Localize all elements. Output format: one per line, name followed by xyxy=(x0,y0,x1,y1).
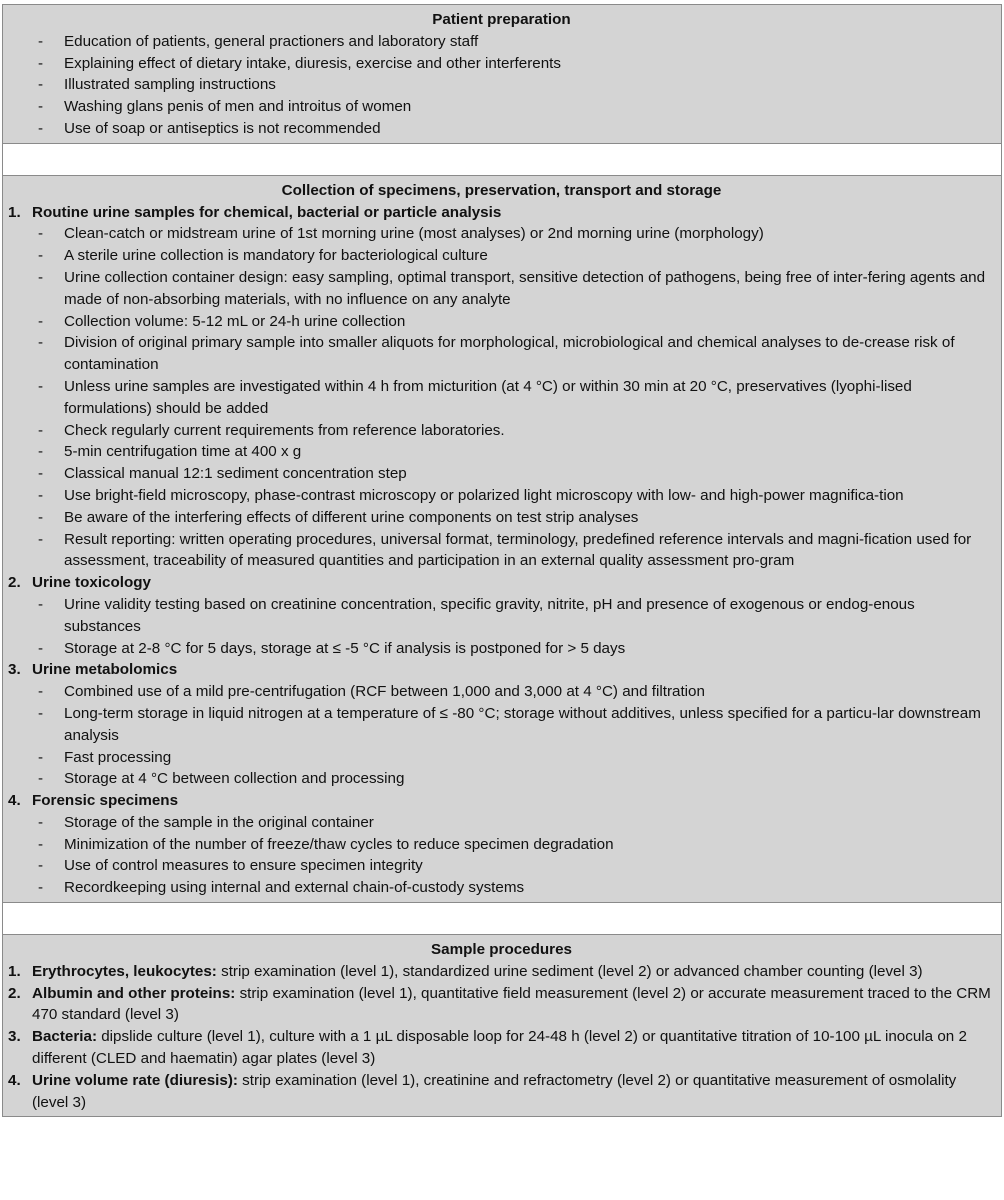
item-number: 3. xyxy=(8,661,21,679)
dash-bullet: - xyxy=(38,443,44,461)
list-item: - Be aware of the interfering effects of different urine components on test strip analyses xyxy=(32,507,995,529)
item-number: 2. xyxy=(8,574,21,592)
dash-bullet: - xyxy=(38,54,44,72)
spacer-row xyxy=(2,903,1002,934)
dash-bullet: - xyxy=(38,595,44,613)
numbered-item xyxy=(8,983,995,1027)
list-item: - Washing glans penis of men and introitus of women xyxy=(8,96,995,118)
item-text: strip examination (level 1), standardized urine sediment (level 2) or advanced chamber counting (level 3) xyxy=(216,962,923,980)
dash-bullet: - xyxy=(38,748,44,766)
dash-bullet: - xyxy=(38,465,44,483)
list-item: - Urine collection container design: easy sampling, optimal transport, sensitive detection of pathogens, being free of inter-fering agents and made of non-absorbing materials, with no influence on any analyte xyxy=(32,267,995,311)
list-item: - Unless urine samples are investigated within 4 h from micturition (at 4 °C) or within 30 min at 20 °C, preservatives (lyophi-lised formulations) should be added xyxy=(32,376,995,420)
numbered-item xyxy=(8,790,995,899)
list-item: - Illustrated sampling instructions xyxy=(8,74,995,96)
list-item: - Urine validity testing based on creatinine concentration, specific gravity, nitrite, pH and presence of exogenous or endog-enous substances xyxy=(32,594,995,638)
dash-bullet: - xyxy=(38,770,44,788)
dash-bullet: - xyxy=(38,857,44,875)
item-lead: Erythrocytes, leukocytes: xyxy=(32,962,217,980)
list-item: - Fast processing xyxy=(32,747,995,769)
list-item: - 5-min centrifugation time at 400 x g xyxy=(32,441,995,463)
item-number: 1. xyxy=(8,962,21,980)
dash-bullet: - xyxy=(38,508,44,526)
dash-bullet: - xyxy=(38,683,44,701)
dash-bullet: - xyxy=(38,98,44,116)
list-item: - Classical manual 12:1 sediment concentration step xyxy=(32,463,995,485)
dash-bullet: - xyxy=(38,835,44,853)
list-item: - Explaining effect of dietary intake, diuresis, exercise and other interferents xyxy=(8,53,995,75)
numbered-item xyxy=(8,659,995,790)
section-title: Sample procedures xyxy=(431,941,572,959)
dash-bullet: - xyxy=(38,312,44,330)
dash-bullet: - xyxy=(38,225,44,243)
dash-bullet: - xyxy=(38,813,44,831)
section-title: Collection of specimens, preservation, transport and storage xyxy=(281,181,722,199)
numbered-item xyxy=(8,202,995,573)
list-item: - Storage at 2-8 °C for 5 days, storage at ≤ -5 °C if analysis is postponed for > 5 days xyxy=(32,638,995,660)
dash-bullet: - xyxy=(38,704,44,722)
list-item: - Combined use of a mild pre-centrifugation (RCF between 1,000 and 3,000 at 4 °C) and filtration xyxy=(32,681,995,703)
item-heading: Urine toxicology xyxy=(32,574,151,592)
list-item: - Storage of the sample in the original container xyxy=(32,812,995,834)
dash-bullet: - xyxy=(38,76,44,94)
numbered-item xyxy=(8,1070,995,1114)
dash-bullet: - xyxy=(38,421,44,439)
item-heading: Forensic specimens xyxy=(32,792,179,810)
dash-bullet: - xyxy=(38,377,44,395)
list-item: - Use of soap or antiseptics is not recommended xyxy=(8,118,995,140)
numbered-item xyxy=(8,1026,995,1070)
dash-bullet: - xyxy=(38,268,44,286)
item-number: 3. xyxy=(8,1028,21,1046)
list-item: - Result reporting: written operating procedures, universal format, terminology, predefined reference intervals and magni-fication used for assessment, traceability of measured quantities and participation in an external quality assessment pro-gram xyxy=(32,529,995,573)
list-item: - Education of patients, general practioners and laboratory staff xyxy=(8,31,995,53)
patient-preparation-section xyxy=(2,4,1002,144)
item-lead: Albumin and other proteins: xyxy=(32,984,236,1002)
list-item: - Use bright-field microscopy, phase-contrast microscopy or polarized light microscopy with low- and high-power magnifica-tion xyxy=(32,485,995,507)
item-number: 4. xyxy=(8,1071,21,1089)
list-item: - Long-term storage in liquid nitrogen at a temperature of ≤ -80 °C; storage without additives, unless specified for a particu-lar downstream analysis xyxy=(32,703,995,747)
list-item: - A sterile urine collection is mandatory for bacteriological culture xyxy=(32,245,995,267)
dash-bullet: - xyxy=(38,32,44,50)
dash-bullet: - xyxy=(38,530,44,548)
item-number: 1. xyxy=(8,203,21,221)
list-item: - Recordkeeping using internal and external chain-of-custody systems xyxy=(32,877,995,899)
item-text: dipslide culture (level 1), culture with a 1 µL disposable loop for 24-48 h (level 2) or quantitative titration of 10-100 µL inocula on 2 different (CLED and haematin) agar plates (level 3) xyxy=(32,1028,967,1068)
list-item: - Minimization of the number of freeze/thaw cycles to reduce specimen degradation xyxy=(32,834,995,856)
numbered-item xyxy=(8,572,995,659)
numbered-item xyxy=(8,961,995,983)
document-table xyxy=(2,4,1002,1117)
spacer-row xyxy=(2,144,1002,175)
item-heading: Routine urine samples for chemical, bacterial or particle analysis xyxy=(32,203,502,221)
dash-bullet: - xyxy=(38,247,44,265)
dash-bullet: - xyxy=(38,119,44,137)
list-item: - Storage at 4 °C between collection and processing xyxy=(32,768,995,790)
item-text: strip examination (level 1), creatinine and refractometry (level 2) or quantitative measurement of osmolality (level 3) xyxy=(32,1071,957,1111)
dash-bullet: - xyxy=(38,879,44,897)
item-heading: Urine metabolomics xyxy=(32,661,178,679)
collection-section xyxy=(2,175,1002,903)
list-item: - Clean-catch or midstream urine of 1st morning urine (most analyses) or 2nd morning urine (morphology) xyxy=(32,223,995,245)
sample-procedures-section xyxy=(2,934,1002,1117)
list-item: - Collection volume: 5-12 mL or 24-h urine collection xyxy=(32,311,995,333)
item-number: 4. xyxy=(8,792,21,810)
dash-bullet: - xyxy=(38,639,44,657)
list-item: - Check regularly current requirements from reference laboratories. xyxy=(32,420,995,442)
list-item: - Use of control measures to ensure specimen integrity xyxy=(32,855,995,877)
item-lead: Urine volume rate (diuresis): xyxy=(32,1071,238,1089)
list-item: - Division of original primary sample into smaller aliquots for morphological, microbiological and chemical analyses to de-crease risk of contamination xyxy=(32,332,995,376)
item-number: 2. xyxy=(8,984,21,1002)
item-text: strip examination (level 1), quantitative field measurement (level 2) or accurate measurement traced to the CRM 470 standard (level 3) xyxy=(32,984,991,1024)
dash-bullet: - xyxy=(38,334,44,352)
dash-bullet: - xyxy=(38,486,44,504)
section-title: Patient preparation xyxy=(432,11,571,28)
item-lead: Bacteria: xyxy=(32,1028,97,1046)
